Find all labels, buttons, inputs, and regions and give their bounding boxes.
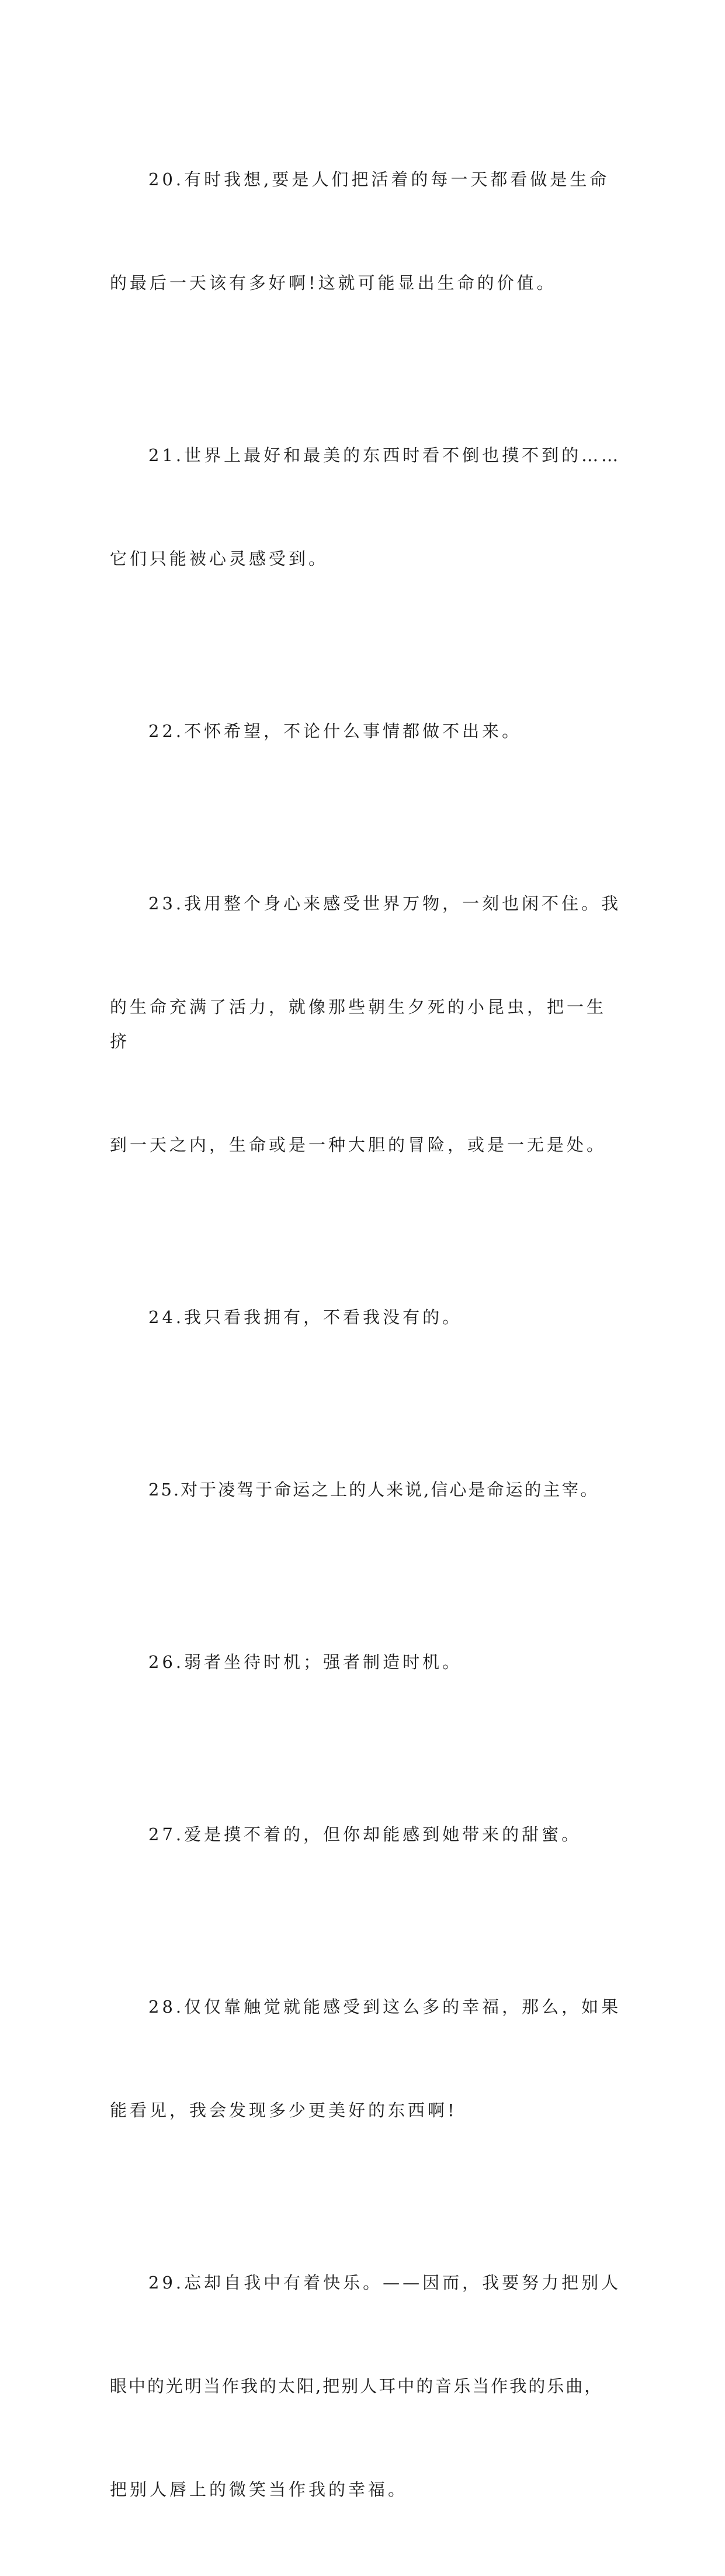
quote-26-line-1: 26.弱者坐待时机；强者制造时机。 [148, 1652, 463, 1672]
quote-21-line-1: 21.世界上最好和最美的东西时看不倒也摸不到的…… [148, 445, 622, 465]
quote-20-line-2: 的最后一天该有多好啊!这就可能显出生命的价值。 [110, 273, 557, 293]
quote-26 [110, 1576, 624, 1749]
quote-25-line-1: 25.对于凌驾于命运之上的人来说,信心是命运的主宰。 [148, 1480, 599, 1500]
quote-21-line-2: 它们只能被心灵感受到。 [110, 549, 329, 569]
quote-20-line-1: 20.有时我想,要是人们把活着的每一天都看做是生命 [148, 169, 610, 189]
quote-23-line-3: 到一天之内，生命或是一种大胆的冒险，或是一无是处。 [110, 1135, 607, 1155]
quote-20 [110, 94, 624, 369]
quote-29 [110, 2197, 624, 2576]
quote-28 [110, 1921, 624, 2197]
quote-28-line-1: 28.仅仅靠触觉就能感受到这么多的幸福，那么，如果 [148, 1997, 622, 2017]
quote-28-line-2: 能看见，我会发现多少更美好的东西啊! [110, 2100, 457, 2120]
quote-24-line-1: 24.我只看我拥有，不看我没有的。 [148, 1307, 463, 1327]
quote-29-line-2: 眼中的光明当作我的太阳,把别人耳中的音乐当作我的乐曲， [110, 2376, 603, 2396]
quote-23-line-1: 23.我用整个身心来感受世界万物，一刻也闲不住。我 [148, 894, 622, 913]
quote-22 [110, 645, 624, 818]
quote-27 [110, 1749, 624, 1921]
quote-25 [110, 1404, 624, 1576]
quote-23-line-2: 的生命充满了活力，就像那些朝生夕死的小昆虫，把一生挤 [110, 997, 607, 1051]
quote-24 [110, 1231, 624, 1404]
quote-29-line-1: 29.忘却自我中有着快乐。——因而，我要努力把别人 [148, 2273, 622, 2293]
quote-29-line-3: 把别人唇上的微笑当作我的幸福。 [110, 2480, 408, 2499]
quote-27-line-1: 27.爱是摸不着的，但你却能感到她带来的甜蜜。 [148, 1824, 582, 1844]
quote-23 [110, 818, 624, 1231]
quote-22-line-1: 22.不怀希望，不论什么事情都做不出来。 [148, 721, 522, 741]
quote-21 [110, 369, 624, 645]
document-body [110, 94, 624, 2576]
